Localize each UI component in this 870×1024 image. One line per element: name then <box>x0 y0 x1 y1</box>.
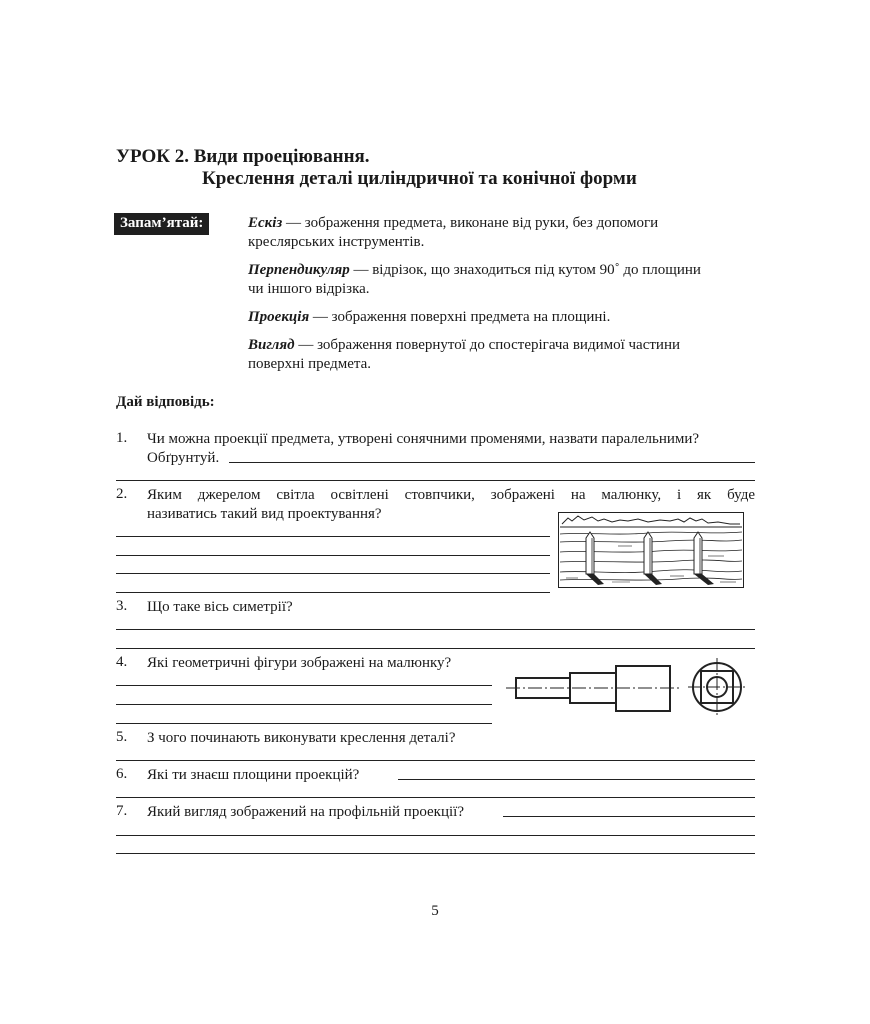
definitions-list <box>248 214 758 383</box>
answer-heading: Дай відповідь: <box>116 394 215 410</box>
definition-text-cont: чи іншого відрізка. <box>248 281 370 297</box>
definition-term: Проекція <box>248 309 310 325</box>
answer-line[interactable] <box>116 685 492 686</box>
definition-projection <box>248 308 758 327</box>
answer-line[interactable] <box>229 462 755 463</box>
question-number: 2. <box>116 486 128 502</box>
definition-perpendicular <box>248 261 758 299</box>
definition-term: Вигляд <box>248 337 295 353</box>
question-text: Які ти знаєш площини проекцій? <box>147 767 360 783</box>
question-number: 3. <box>116 598 128 614</box>
question-text: Який вигляд зображений на профільній проекції? <box>147 804 464 820</box>
remember-badge: Запам’ятай: <box>114 213 209 235</box>
definition-sketch <box>248 214 758 252</box>
definition-text: — зображення поверхні предмета на площині. <box>309 309 611 325</box>
question-text: Що таке вісь симетрії? <box>147 599 293 615</box>
definition-text: — зображення повернутої до спостерігача видимої частини <box>294 337 681 353</box>
answer-line[interactable] <box>116 555 550 556</box>
question-number: 1. <box>116 430 128 446</box>
answer-line[interactable] <box>116 760 755 761</box>
question-number: 4. <box>116 654 128 670</box>
question-number: 5. <box>116 729 128 745</box>
answer-line[interactable] <box>116 835 755 836</box>
answer-line[interactable] <box>116 573 550 574</box>
question-text: Чи можна проекції предмета, утворені сонячними променями, назвати паралельними? <box>147 431 700 447</box>
answer-line[interactable] <box>116 797 755 798</box>
answer-line[interactable] <box>116 723 492 724</box>
answer-line[interactable] <box>116 592 550 593</box>
question-number: 7. <box>116 803 128 819</box>
lesson-subtitle: Креслення деталі циліндричної та конічної форми <box>202 168 637 189</box>
answer-line[interactable] <box>116 704 492 705</box>
answer-line[interactable] <box>398 779 755 780</box>
lesson-title: УРОК 2. Види проеціювання. <box>116 146 370 167</box>
answer-line[interactable] <box>116 853 755 854</box>
definition-view <box>248 336 758 374</box>
sunlit-pillars-illustration <box>558 512 744 588</box>
cylindrical-part-drawing <box>502 654 756 726</box>
answer-line[interactable] <box>503 816 755 817</box>
page-number: 5 <box>431 903 439 919</box>
question-text: З чого починають виконувати креслення деталі? <box>147 730 456 746</box>
answer-line[interactable] <box>116 536 550 537</box>
definition-text-cont: креслярських інструментів. <box>248 234 425 250</box>
question-text-cont: називатись такий вид проектування? <box>147 506 382 522</box>
definition-text-cont: поверхні предмета. <box>248 356 372 372</box>
question-text: Які геометричні фігури зображені на малюнку? <box>147 655 452 671</box>
definition-term: Перпендикуляр <box>248 262 350 278</box>
answer-line[interactable] <box>116 629 755 630</box>
question-number: 6. <box>116 766 128 782</box>
question-text-cont: Обґрунтуй. <box>147 450 220 466</box>
definition-term: Ескіз <box>248 215 283 231</box>
answer-line[interactable] <box>116 648 755 649</box>
question-text: Яким джерелом світла освітлені стовпчики, зображені на малюнку, і як буде <box>147 487 755 503</box>
definition-text: — зображення предмета, виконане від руки, без допомоги <box>282 215 659 231</box>
answer-line[interactable] <box>116 480 755 481</box>
definition-text: — відрізок, що знаходиться під кутом 90˚ до площини <box>349 262 701 278</box>
